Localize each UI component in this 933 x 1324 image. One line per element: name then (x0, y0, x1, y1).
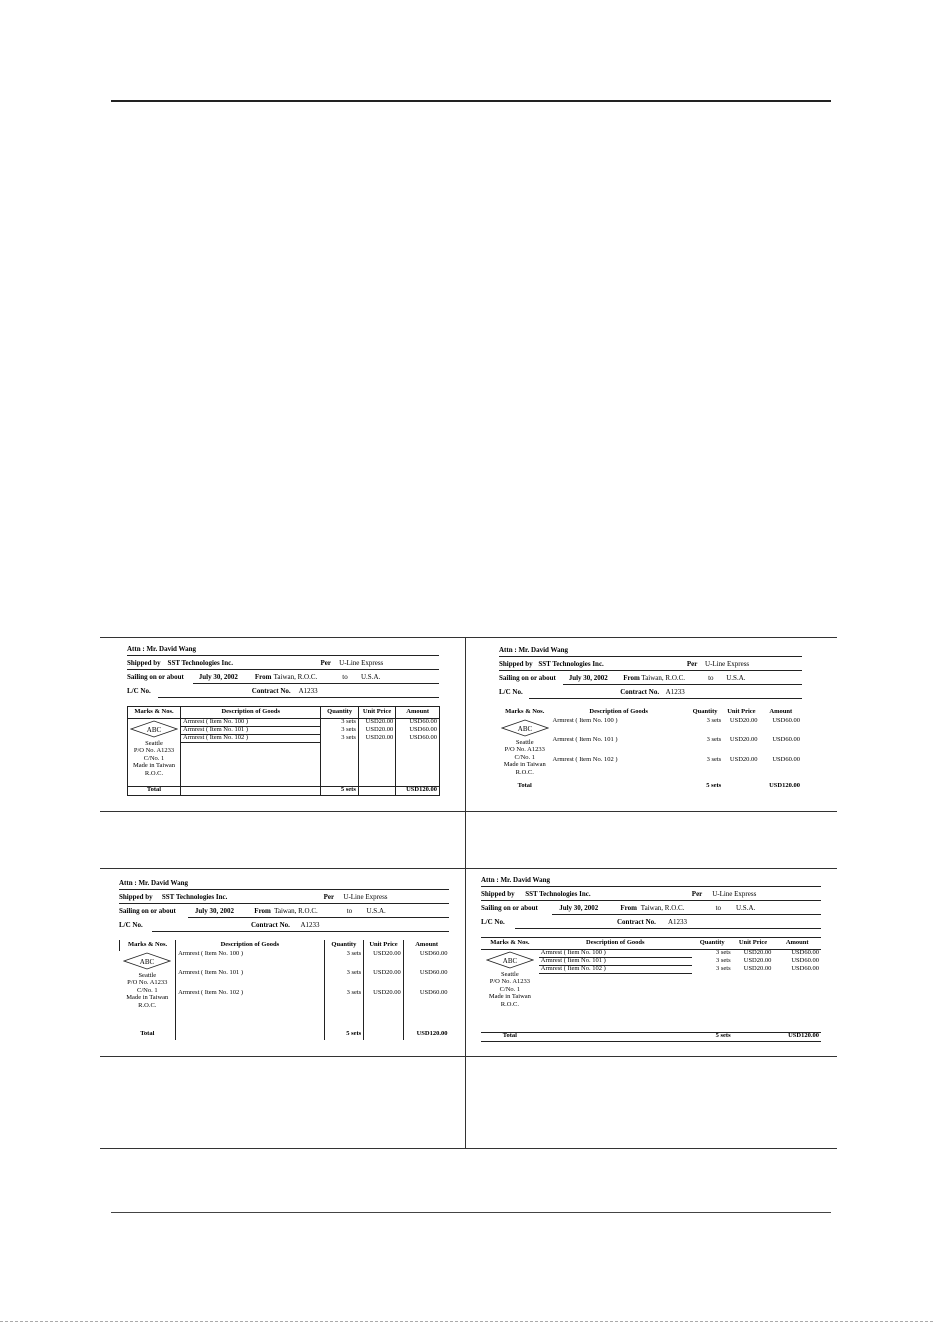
field-underline (529, 698, 802, 699)
contract-no-value: A1233 (665, 688, 685, 696)
shipping-mark-line: R.O.C. (144, 769, 164, 777)
total-row (481, 1033, 821, 1042)
total-label: Total (517, 783, 532, 789)
per-label: Per (686, 660, 698, 668)
field-underline (188, 917, 449, 918)
item-quantity: 3 sets (715, 957, 731, 964)
abc-diamond-logo (123, 952, 171, 970)
shipping-marks (481, 950, 539, 1033)
abc-logo-text: ABC (146, 726, 162, 734)
item-amount: USD60.00 (403, 990, 449, 1009)
item-description: Armrest ( Item No. 102 ) (539, 966, 692, 974)
per-label: Per (691, 890, 703, 898)
per-label: Per (323, 893, 335, 901)
abc-logo-text: ABC (502, 957, 518, 965)
lc-no-label: L/C No. (119, 921, 143, 929)
marks-header: Marks & Nos. (120, 940, 176, 951)
lc-no-label: L/C No. (127, 687, 151, 695)
contract-no-label: Contract No. (620, 688, 660, 696)
contract-no-value: A1233 (298, 687, 318, 695)
shipping-mark-line: Made in Taiwan (126, 994, 169, 1002)
unit-price-header: Unit Price (733, 938, 774, 950)
description-header: Description of Goods (176, 940, 325, 951)
item-amount: USD60.00 (396, 719, 440, 727)
field-underline (515, 928, 821, 929)
total-desc-empty (551, 783, 687, 792)
to-label: to (708, 674, 714, 682)
invoice-panel-bordered (127, 646, 439, 796)
attn-text: Attn : Mr. David Wang (119, 879, 189, 887)
item-amount: USD60.00 (396, 735, 440, 743)
footer-rule (111, 1212, 831, 1213)
total-amount: USD120.00 (769, 783, 800, 789)
invoice-panel-no-borders (499, 647, 802, 792)
quantity-header: Quantity (692, 938, 733, 950)
item-quantity: 3 sets (321, 735, 358, 743)
shipping-marks (499, 718, 551, 783)
item-amount: USD60.00 (791, 965, 819, 972)
total-label: Total (140, 1031, 155, 1037)
item-quantity: 3 sets (706, 718, 722, 724)
abc-diamond-logo (486, 951, 534, 969)
total-quantity: 5 sets (324, 1031, 364, 1040)
marks-header: Marks & Nos. (481, 938, 539, 950)
grid-line-row2-top (100, 868, 837, 869)
item-unit-price: USD20.00 (358, 719, 395, 727)
to-value: U.S.A. (726, 674, 746, 682)
to-label: to (346, 907, 353, 915)
shipping-mark-line: Seattle (138, 972, 157, 979)
description-header: Description of Goods (589, 708, 648, 716)
item-description: Armrest ( Item No. 102 ) (176, 990, 325, 1009)
item-description: Armrest ( Item No. 101 ) (539, 958, 692, 966)
to-value: U.S.A. (736, 904, 756, 912)
shipping-mark-line: R.O.C. (515, 768, 534, 776)
item-amount: USD60.00 (403, 951, 449, 970)
description-header: Description of Goods (539, 938, 692, 950)
item-quantity: 3 sets (324, 990, 364, 1009)
shipped-by-value: SST Technologies Inc. (167, 659, 233, 667)
shipping-mark-line: C/No. 1 (514, 753, 536, 761)
goods-table (481, 937, 821, 1042)
sailing-date: July 30, 2002 (568, 674, 608, 682)
contract-no-label: Contract No. (251, 921, 290, 929)
item-description: Armrest ( Item No. 100 ) (539, 950, 692, 958)
unit-price-header: Unit Price (364, 940, 404, 951)
shipping-marks (120, 951, 176, 1031)
item-unit-price: USD20.00 (743, 957, 772, 964)
field-underline (552, 914, 821, 915)
shipped-by-label: Shipped by (119, 893, 153, 901)
sailing-date: July 30, 2002 (198, 673, 238, 681)
field-underline (481, 886, 821, 887)
contract-no-label: Contract No. (617, 918, 656, 926)
total-price-empty (358, 787, 395, 796)
page-edge (0, 1321, 933, 1322)
total-quantity: 5 sets (706, 783, 722, 789)
shipping-mark-line: Made in Taiwan (133, 762, 176, 770)
field-underline (152, 931, 449, 932)
field-underline (119, 889, 449, 890)
lc-no-label: L/C No. (499, 688, 523, 696)
total-amount: USD120.00 (403, 1031, 449, 1040)
total-price-empty (364, 1031, 404, 1040)
abc-diamond-logo (130, 720, 178, 738)
item-quantity: 3 sets (324, 970, 364, 989)
sailing-label: Sailing on or about (499, 674, 556, 682)
item-unit-price: USD20.00 (743, 949, 772, 956)
invoice-panel-horizontal-lines (481, 877, 821, 1042)
table-row (128, 719, 440, 727)
per-value: U-Line Express (712, 890, 757, 898)
item-unit-price: USD20.00 (364, 970, 404, 989)
from-value: Taiwan, R.O.C. (273, 673, 318, 681)
item-unit-price: USD20.00 (358, 735, 395, 743)
marks-header: Marks & Nos. (505, 708, 545, 716)
sailing-label: Sailing on or about (481, 904, 538, 912)
field-underline (119, 903, 449, 904)
sailing-date: July 30, 2002 (194, 907, 234, 915)
contract-no-value: A1233 (300, 921, 320, 929)
to-value: U.S.A. (366, 907, 386, 915)
item-description: Armrest ( Item No. 101 ) (181, 727, 321, 735)
invoice-panel-vertical-lines (119, 880, 449, 1040)
total-amount: USD120.00 (396, 787, 440, 796)
abc-logo-text: ABC (517, 725, 533, 733)
total-desc-empty (539, 1033, 692, 1042)
shipping-mark-line: Made in Taiwan (503, 761, 546, 769)
item-quantity: 3 sets (715, 949, 731, 956)
grid-line-top (100, 637, 837, 638)
item-unit-price: USD20.00 (358, 727, 395, 735)
total-price-empty (733, 1033, 774, 1042)
item-unit-price: USD20.00 (729, 756, 758, 763)
shipped-by-label: Shipped by (481, 890, 515, 898)
shipping-mark-line: Made in Taiwan (488, 993, 531, 1001)
attn-text: Attn : Mr. David Wang (499, 646, 569, 654)
marks-header: Marks & Nos. (128, 707, 181, 719)
shipping-mark-line: P/O No. A1233 (504, 746, 545, 754)
quantity-header: Quantity (321, 707, 358, 719)
to-label: to (342, 673, 348, 681)
item-description: Armrest ( Item No. 100 ) (176, 951, 325, 970)
sailing-date: July 30, 2002 (559, 904, 599, 912)
per-value: U-Line Express (343, 893, 388, 901)
shipping-mark-line: Seattle (515, 739, 534, 746)
quantity-header: Quantity (692, 708, 718, 716)
total-desc-empty (176, 1031, 325, 1040)
sailing-label: Sailing on or about (119, 907, 176, 915)
amount-header: Amount (396, 707, 440, 719)
total-quantity: 5 sets (692, 1033, 733, 1042)
item-unit-price: USD20.00 (364, 951, 404, 970)
item-quantity: 3 sets (321, 719, 358, 727)
field-underline (127, 669, 439, 670)
shipping-mark-line: P/O No. A1233 (489, 978, 531, 986)
field-underline (499, 670, 802, 671)
shipped-by-value: SST Technologies Inc. (525, 890, 591, 898)
unit-price-header: Unit Price (727, 708, 756, 716)
item-amount: USD60.00 (772, 737, 800, 744)
goods-table (127, 706, 440, 796)
total-quantity: 5 sets (321, 787, 358, 796)
item-unit-price: USD20.00 (364, 990, 404, 1009)
item-description: Armrest ( Item No. 101 ) (176, 970, 325, 989)
table-row (481, 950, 821, 958)
item-amount: USD60.00 (791, 957, 819, 964)
abc-logo-text: ABC (140, 958, 155, 966)
item-quantity: 3 sets (715, 965, 731, 972)
shipping-mark-line: P/O No. A1233 (127, 979, 168, 987)
lc-no-label: L/C No. (481, 918, 505, 926)
item-unit-price: USD20.00 (743, 965, 772, 972)
shipping-mark-line: Seattle (145, 740, 163, 747)
contract-no-label: Contract No. (251, 687, 291, 695)
per-value: U-Line Express (705, 660, 750, 668)
header-rule (111, 100, 831, 102)
contract-no-value: A1233 (668, 918, 688, 926)
amount-header: Amount (769, 708, 793, 716)
field-underline (481, 900, 821, 901)
total-row (128, 787, 440, 796)
shipping-mark-line: C/No. 1 (499, 985, 521, 993)
shipping-mark-line: P/O No. A1233 (133, 747, 175, 755)
field-underline (127, 655, 439, 656)
grid-line-row2-bottom (100, 1056, 837, 1057)
from-value: Taiwan, R.O.C. (640, 904, 685, 912)
from-label: From (254, 907, 271, 915)
attn-text: Attn : Mr. David Wang (127, 645, 197, 653)
item-amount: USD60.00 (791, 949, 819, 956)
goods-table (499, 707, 802, 792)
total-label: Total (128, 787, 181, 796)
total-amount: USD120.00 (773, 1033, 821, 1042)
item-amount: USD60.00 (403, 970, 449, 989)
from-value: Taiwan, R.O.C. (274, 907, 318, 915)
total-desc-empty (181, 787, 321, 796)
item-unit-price: USD20.00 (729, 718, 758, 724)
to-label: to (715, 904, 722, 912)
shipping-mark-line: R.O.C. (138, 1001, 157, 1009)
field-underline (563, 684, 802, 685)
sailing-label: Sailing on or about (127, 673, 184, 681)
item-description: Armrest ( Item No. 101 ) (552, 737, 618, 744)
item-description: Armrest ( Item No. 102 ) (552, 756, 618, 763)
to-value: U.S.A. (361, 673, 381, 681)
shipping-mark-line: C/No. 1 (143, 754, 165, 762)
item-description: Armrest ( Item No. 100 ) (181, 719, 321, 727)
amount-header: Amount (773, 938, 821, 950)
per-label: Per (320, 659, 331, 667)
item-amount: USD60.00 (772, 756, 800, 763)
shipped-by-label: Shipped by (127, 659, 161, 667)
unit-price-header: Unit Price (358, 707, 395, 719)
shipping-mark-line: Seattle (501, 971, 519, 978)
goods-table (119, 940, 449, 1040)
item-quantity: 3 sets (706, 756, 722, 763)
total-price-empty (723, 783, 759, 792)
item-description: Armrest ( Item No. 100 ) (552, 718, 618, 724)
item-quantity: 3 sets (706, 737, 722, 744)
grid-line-row1-bottom (100, 811, 837, 812)
shipped-by-value: SST Technologies Inc. (538, 660, 604, 668)
quantity-header: Quantity (324, 940, 364, 951)
item-description: Armrest ( Item No. 102 ) (181, 735, 321, 743)
shipped-by-value: SST Technologies Inc. (161, 893, 228, 901)
shipping-marks (128, 719, 181, 787)
table-row (120, 951, 450, 970)
field-underline (158, 697, 439, 698)
shipping-mark-line: R.O.C. (500, 1000, 520, 1008)
item-amount: USD60.00 (772, 718, 800, 724)
from-label: From (620, 904, 637, 912)
attn-text: Attn : Mr. David Wang (481, 876, 551, 884)
from-label: From (623, 674, 640, 682)
item-unit-price: USD20.00 (729, 737, 758, 744)
from-value: Taiwan, R.O.C. (641, 674, 686, 682)
total-label: Total (481, 1033, 539, 1042)
item-quantity: 3 sets (321, 727, 358, 735)
description-header: Description of Goods (181, 707, 321, 719)
abc-diamond-logo (501, 719, 549, 737)
grid-line-center (465, 637, 466, 1148)
total-row (499, 783, 802, 792)
total-row (120, 1031, 450, 1040)
grid-line-bottom (100, 1148, 837, 1149)
table-row (499, 718, 802, 737)
from-label: From (254, 673, 272, 681)
item-quantity: 3 sets (324, 951, 364, 970)
amount-header: Amount (403, 940, 449, 951)
shipping-mark-line: C/No. 1 (137, 986, 158, 994)
field-underline (193, 683, 439, 684)
shipped-by-label: Shipped by (499, 660, 533, 668)
item-amount: USD60.00 (396, 727, 440, 735)
per-value: U-Line Express (339, 659, 384, 667)
field-underline (499, 656, 802, 657)
